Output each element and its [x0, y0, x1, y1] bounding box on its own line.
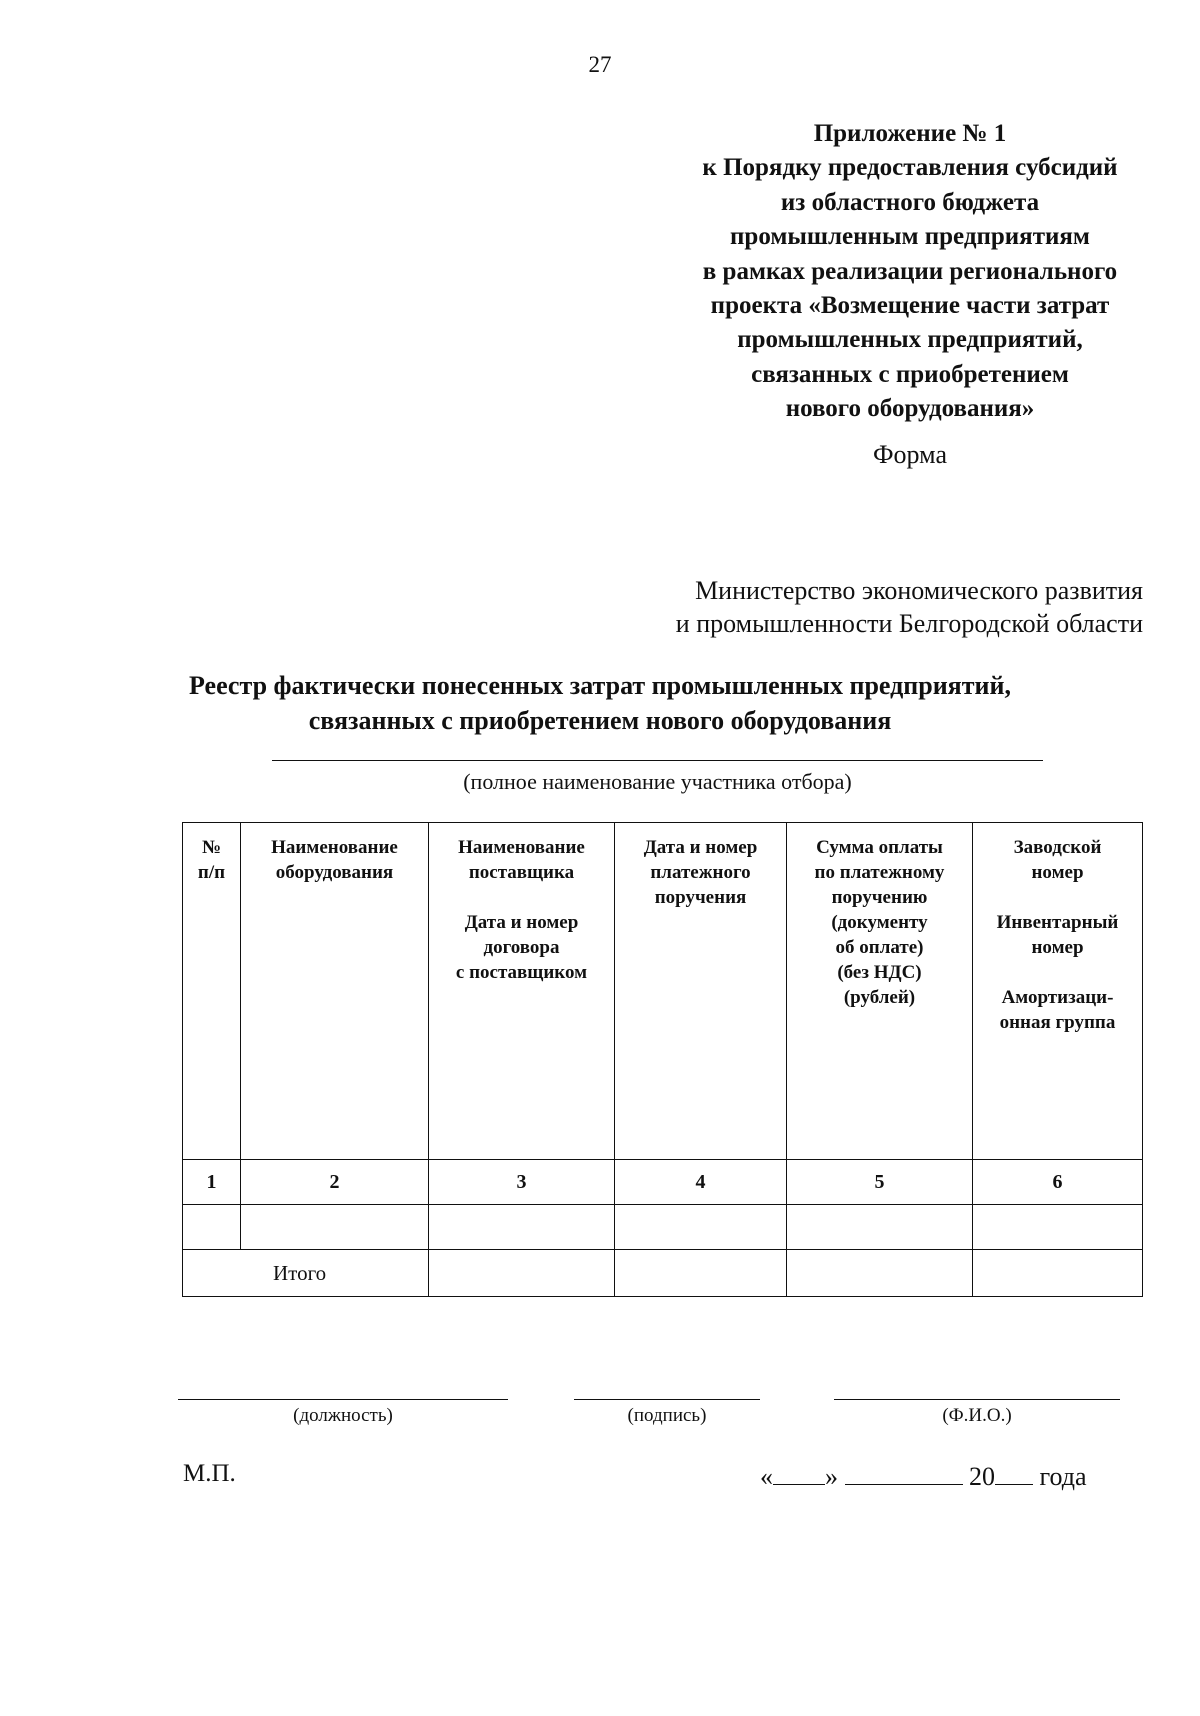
- header-gap: [973, 960, 1142, 985]
- empty-cell[interactable]: [787, 1250, 973, 1297]
- header-row: [183, 823, 1143, 1160]
- recipient-line-1: Министерство экономического развития: [695, 576, 1143, 605]
- header-text: платежного: [650, 862, 751, 883]
- header-cell: [429, 823, 615, 1160]
- header-text: по платежному: [814, 862, 945, 883]
- total-row: [183, 1250, 1143, 1297]
- data-row: [183, 1205, 1143, 1250]
- recipient-line-2: и промышленности Белгородской области: [675, 609, 1143, 638]
- participant-name-line: [272, 760, 1043, 761]
- header-cell: [787, 823, 973, 1160]
- appendix-line: промышленным предприятиям: [730, 223, 1090, 251]
- position-caption: (должность): [293, 1405, 393, 1426]
- header-cell: [241, 823, 429, 1160]
- header-text: Дата и номер: [643, 837, 758, 858]
- header-text: номер: [1031, 937, 1084, 958]
- column-number: 2: [241, 1160, 429, 1205]
- header-cell: [183, 823, 241, 1160]
- header-text: (без НДС): [837, 962, 922, 983]
- appendix-line: Приложение № 1: [813, 120, 1007, 147]
- header-text: Наименование: [271, 837, 398, 858]
- empty-cell[interactable]: [615, 1250, 787, 1297]
- date-open-quote: «: [760, 1462, 773, 1491]
- empty-cell[interactable]: [429, 1205, 615, 1250]
- empty-cell[interactable]: [973, 1250, 1143, 1297]
- appendix-line: к Порядку предоставления субсидий: [702, 154, 1118, 182]
- register-table: [182, 822, 1143, 1297]
- full-name-caption: (Ф.И.О.): [942, 1405, 1012, 1426]
- header-text: онная группа: [999, 1012, 1116, 1033]
- empty-cell[interactable]: [615, 1205, 787, 1250]
- header-text: номер: [1031, 862, 1084, 883]
- month-blank[interactable]: [845, 1462, 963, 1485]
- header-text: Инвентарный: [996, 912, 1119, 933]
- appendix-line: проекта «Возмещение части затрат: [710, 292, 1110, 320]
- appendix-line: нового оборудования»: [785, 395, 1035, 423]
- signature-caption: (подпись): [627, 1405, 707, 1426]
- full-name-line: [834, 1399, 1120, 1400]
- header-cell: [973, 823, 1143, 1160]
- header-text: об оплате): [835, 937, 924, 958]
- form-label: Форма: [873, 440, 947, 469]
- column-number-row: [183, 1160, 1143, 1205]
- empty-cell[interactable]: [787, 1205, 973, 1250]
- register-title-line-1: Реестр фактически понесенных затрат промышленных предприятий,: [189, 671, 1011, 700]
- column-number: 5: [787, 1160, 973, 1205]
- column-number: 4: [615, 1160, 787, 1205]
- stamp-label: М.П.: [183, 1460, 236, 1487]
- header-text: п/п: [197, 862, 226, 883]
- register-title-line-2: связанных с приобретением нового оборудования: [308, 706, 892, 735]
- header-text: Дата и номер: [464, 912, 579, 933]
- appendix-line: из областного бюджета: [780, 188, 1040, 216]
- header-text: Сумма оплаты: [816, 837, 943, 858]
- date-line: [760, 1462, 1087, 1492]
- date-close-quote: »: [825, 1462, 838, 1491]
- appendix-line: промышленных предприятий,: [737, 326, 1083, 354]
- header-text: Амортизаци-: [1001, 987, 1114, 1008]
- empty-cell[interactable]: [429, 1250, 615, 1297]
- header-text: с поставщиком: [455, 962, 588, 983]
- position-line: [178, 1399, 508, 1400]
- header-gap: [973, 885, 1142, 910]
- header-cell: [615, 823, 787, 1160]
- header-text: поручения: [654, 887, 747, 908]
- header-gap: [429, 885, 614, 910]
- column-number: 3: [429, 1160, 615, 1205]
- register-title: [0, 668, 1200, 738]
- header-text: договора: [483, 937, 560, 958]
- empty-cell[interactable]: [241, 1205, 429, 1250]
- signature-line: [574, 1399, 760, 1400]
- header-text: поручению: [831, 887, 928, 908]
- total-label: Итого: [183, 1250, 429, 1297]
- column-number: 6: [973, 1160, 1143, 1205]
- year-suffix: года: [1039, 1462, 1087, 1491]
- appendix-heading: [660, 117, 1160, 427]
- header-text: (рублей): [843, 987, 916, 1008]
- year-blank[interactable]: [995, 1462, 1033, 1485]
- column-number: 1: [183, 1160, 241, 1205]
- header-text: поставщика: [468, 862, 575, 883]
- empty-cell[interactable]: [973, 1205, 1143, 1250]
- year-century: 20: [969, 1462, 995, 1491]
- header-text: (документу: [831, 912, 928, 933]
- empty-cell[interactable]: [183, 1205, 241, 1250]
- header-text: оборудования: [275, 862, 394, 883]
- header-text: Заводской: [1013, 837, 1102, 858]
- appendix-line: в рамках реализации регионального: [702, 257, 1118, 285]
- day-blank[interactable]: [773, 1462, 825, 1485]
- header-text: №: [201, 837, 222, 858]
- participant-caption: (полное наименование участника отбора): [463, 769, 852, 794]
- header-text: Наименование: [458, 837, 585, 858]
- appendix-line: связанных с приобретением: [751, 360, 1069, 388]
- recipient-block: [676, 574, 1143, 640]
- page-number: 27: [588, 52, 612, 77]
